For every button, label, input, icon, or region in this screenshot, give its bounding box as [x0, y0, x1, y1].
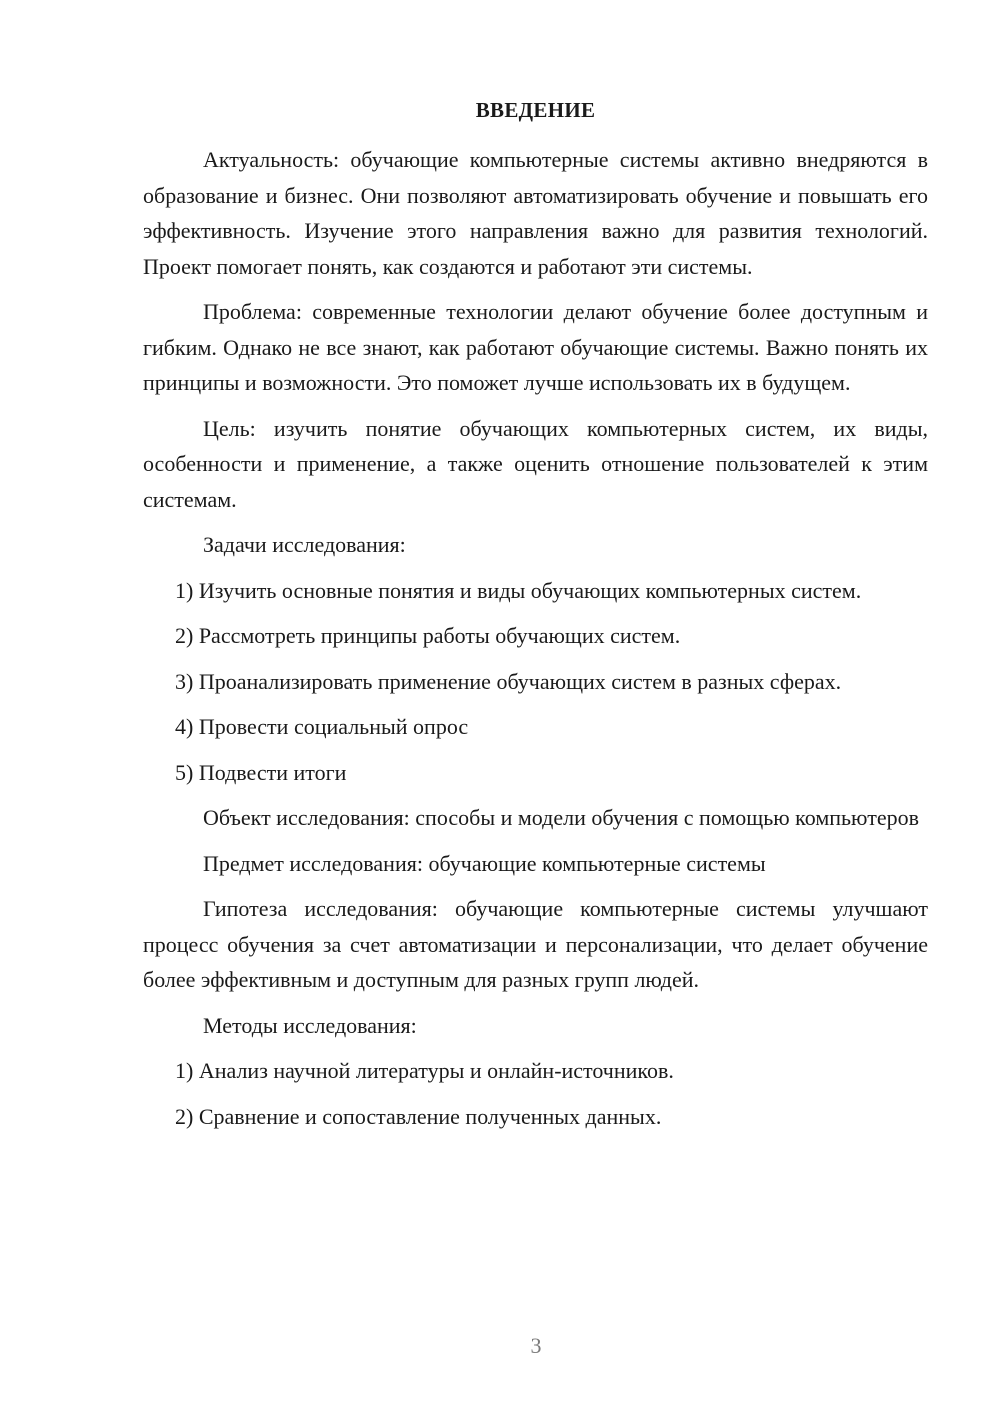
- paragraph-hypothesis: Гипотеза исследования: обучающие компьютерные системы улучшают процесс обучения за счет автоматизации и персонализации, что делает обучение более эффективным и доступным для разных групп людей.: [143, 896, 928, 992]
- list-item-method-1: 1) Анализ научной литературы и онлайн-источников.: [175, 1058, 674, 1083]
- methods-title: Методы исследования:: [203, 1012, 417, 1038]
- page-number: 3: [530, 1333, 542, 1358]
- list-item-task-2: 2) Рассмотреть принципы работы обучающих систем.: [175, 623, 681, 648]
- paragraph-goal: Цель: изучить понятие обучающих компьютерных систем, их виды, особенности и применение, а также оценить отношение пользователей к этим системам.: [143, 415, 928, 512]
- document-body: [143, 142, 928, 1144]
- page-title: ВВЕДЕНИЕ: [475, 98, 596, 122]
- paragraph-subject: Предмет исследования: обучающие компьютерные системы: [203, 850, 766, 876]
- paragraph-object: Объект исследования: способы и модели обучения с помощью компьютеров: [203, 805, 919, 830]
- list-item-task-1: 1) Изучить основные понятия и виды обучающих компьютерных систем.: [175, 577, 862, 603]
- list-item-task-5: 5) Подвести итоги: [175, 759, 347, 785]
- list-item-task-4: 4) Провести социальный опрос: [175, 714, 469, 739]
- tasks-title: Задачи исследования:: [203, 532, 406, 557]
- paragraph-problem: Проблема: современные технологии делают обучение более доступным и гибким. Однако не все знают, как работают обучающие системы. Важно понять их принципы и возможности. Это поможет лучше использовать их в будущем.: [143, 299, 928, 395]
- list-item-method-2: 2) Сравнение и сопоставление полученных данных.: [175, 1103, 662, 1129]
- paragraph-relevance: Актуальность: обучающие компьютерные системы активно внедряются в образование и бизнес. Они позволяют автоматизировать обучение и повышать его эффективность. Изучение этого направления важно для развития технологий. Проект помогает понять, как создаются и работают эти системы.: [143, 147, 928, 279]
- list-item-task-3: 3) Проанализировать применение обучающих систем в разных сферах.: [175, 668, 842, 694]
